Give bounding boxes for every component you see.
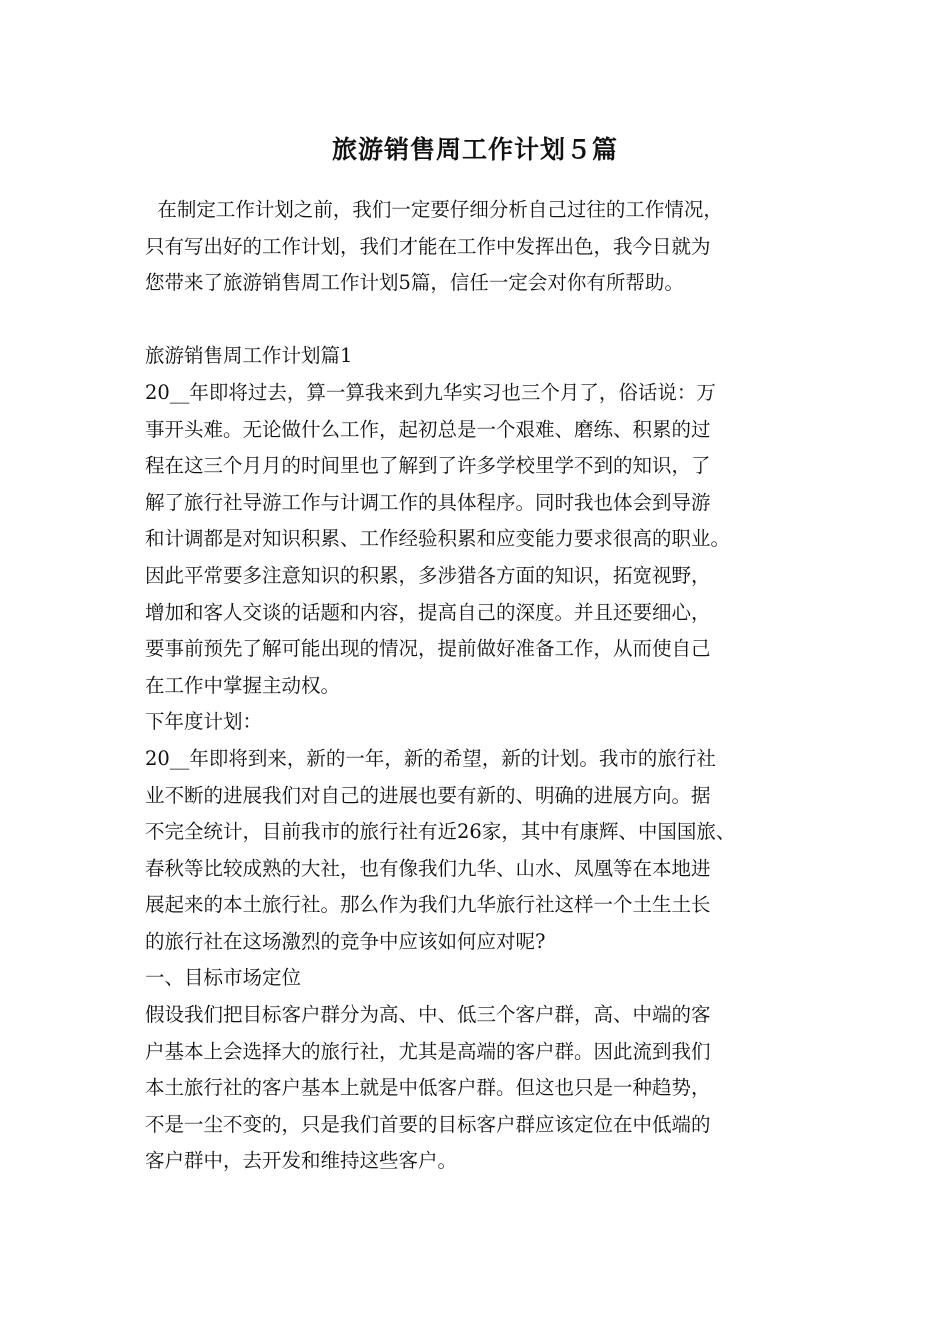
paragraph-line: 不完全统计，目前我市的旅行社有近26家，其中有康辉、中国国旅、 [145,820,736,844]
paragraph-line: 20__年即将过去，算一算我来到九华实习也三个月了，俗话说：万 [145,380,716,404]
paragraph-line: 本土旅行社的客户基本上就是中低客户群。但这也只是一种趋势， [145,1076,711,1100]
paragraph-line: 在制定工作计划之前，我们一定要仔细分析自己过往的工作情况， [145,198,723,221]
paragraph-line: 业不断的进展我们对自己的进展也要有新的、明确的进展方向。据 [145,783,711,807]
paragraph-line: 增加和客人交谈的话题和内容，提高自己的深度。并且还要细心， [145,600,711,624]
paragraph-line: 客户群中，去开发和维持这些客户。 [145,1149,458,1173]
section-heading: 一、目标市场定位 [145,966,302,990]
document-body [145,192,825,1180]
paragraph-line: 不是一尘不变的，只是我们首要的目标客户群应该定位在中低端的 [145,1112,711,1136]
paragraph-line: 在工作中掌握主动权。 [145,673,341,697]
paragraph-line: 您带来了旅游销售周工作计划5篇，信任一定会对你有所帮助。 [145,271,684,295]
paragraph-line: 假设我们把目标客户群分为高、中、低三个客户群，高、中端的客 [145,1003,711,1027]
section-heading: 旅游销售周工作计划篇1 [145,344,353,368]
paragraph-line: 展起来的本土旅行社。那么作为我们九华旅行社这样一个土生土长 [145,893,711,917]
paragraph-line: 程在这三个月月的时间里也了解到了许多学校里学不到的知识，了 [145,454,711,478]
paragraph-line: 户基本上会选择大的旅行社，尤其是高端的客户群。因此流到我们 [145,1039,711,1063]
section-heading: 下年度计划： [145,710,263,734]
paragraph-line: 和计调都是对知识积累、工作经验积累和应变能力要求很高的职业。 [145,527,731,551]
paragraph-line: 因此平常要多注意知识的积累，多涉猎各方面的知识，拓宽视野， [145,563,711,587]
document-title: 旅游销售周工作计划５篇 [331,135,618,164]
paragraph-line: 事开头难。无论做什么工作，起初总是一个艰难、磨练、积累的过 [145,417,711,441]
paragraph-line: 解了旅行社导游工作与计调工作的具体程序。同时我也体会到导游 [145,490,711,514]
paragraph-line: 要事前预先了解可能出现的情况，提前做好准备工作，从而使自己 [145,637,711,661]
blank-line [145,302,825,339]
paragraph-line: 20__年即将到来，新的一年，新的希望，新的计划。我市的旅行社 [145,746,716,770]
paragraph-line: 只有写出好的工作计划，我们才能在工作中发挥出色，我今日就为 [145,234,711,258]
paragraph-line: 的旅行社在这场激烈的竞争中应该如何应对呢? [145,929,546,953]
paragraph-line: 春秋等比较成熟的大社，也有像我们九华、山水、凤凰等在本地进 [145,856,711,880]
